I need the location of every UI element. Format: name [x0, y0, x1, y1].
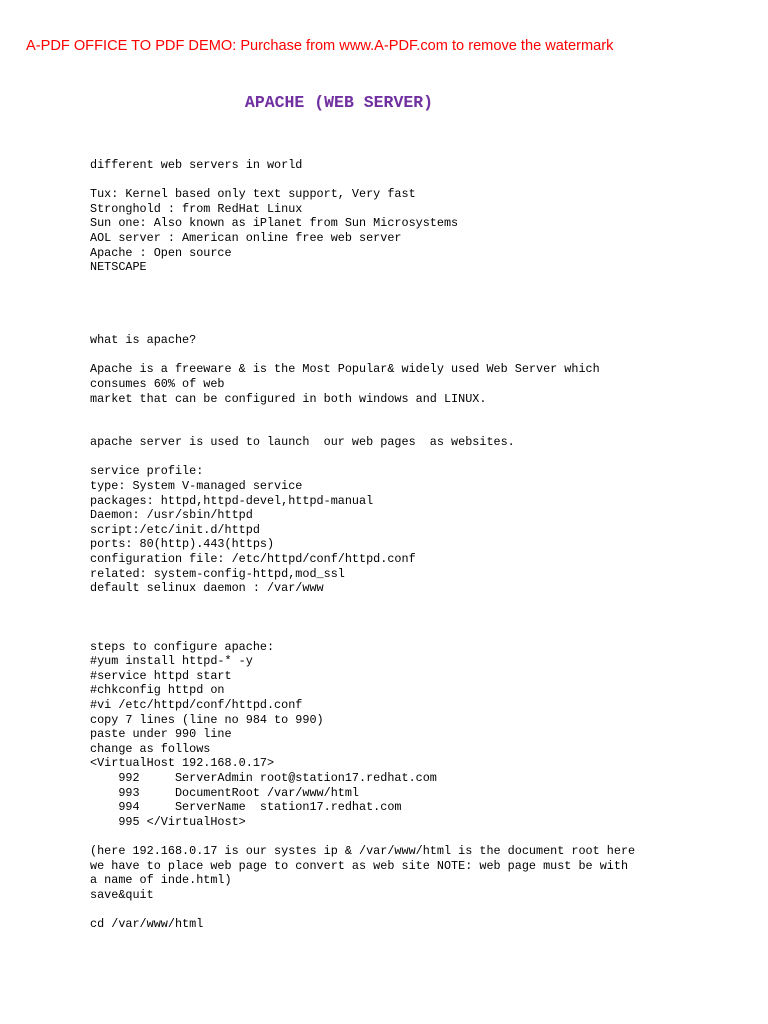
text-line: configuration file: /etc/httpd/conf/httpd.conf	[90, 552, 416, 567]
text-line	[90, 625, 750, 640]
text-line: default selinux daemon : /var/www	[90, 581, 324, 596]
text-line	[90, 596, 750, 611]
text-line	[90, 829, 750, 844]
text-line	[90, 406, 750, 421]
text-line: steps to configure apache:	[90, 639, 275, 654]
text-line: packages: httpd,httpd-devel,httpd-manual	[90, 493, 374, 508]
text-line: 992 ServerAdmin root@station17.redhat.com	[90, 770, 437, 785]
text-line: cd /var/www/html	[90, 916, 204, 931]
text-line: paste under 990 line	[90, 727, 232, 742]
text-line	[90, 304, 750, 319]
document-body	[90, 158, 750, 931]
text-line	[90, 289, 750, 304]
text-line	[90, 450, 750, 465]
text-line: apache server is used to launch our web pages as websites.	[90, 435, 515, 450]
text-line: we have to place web page to convert as web site NOTE: web page must be with	[90, 858, 629, 873]
text-line: 993 DocumentRoot /var/www/html	[90, 785, 360, 800]
text-line: #chkconfig httpd on	[90, 683, 225, 698]
text-line: #vi /etc/httpd/conf/httpd.conf	[90, 697, 303, 712]
text-line: consumes 60% of web	[90, 376, 225, 391]
text-line: save&quit	[90, 887, 154, 902]
demo-watermark: A-PDF OFFICE TO PDF DEMO: Purchase from www.A-PDF.com to remove the watermark	[26, 38, 614, 54]
text-line	[90, 275, 750, 290]
text-line: AOL server : American online free web server	[90, 230, 402, 245]
text-line: Stronghold : from RedHat Linux	[90, 201, 303, 216]
text-line: a name of inde.html)	[90, 873, 232, 888]
text-line: Daemon: /usr/sbin/httpd	[90, 508, 253, 523]
text-line: 994 ServerName station17.redhat.com	[90, 800, 402, 815]
text-line: market that can be configured in both windows and LINUX.	[90, 391, 487, 406]
text-line: Tux: Kernel based only text support, Very fast	[90, 187, 416, 202]
text-line: Sun one: Also known as iPlanet from Sun Microsystems	[90, 216, 459, 231]
text-line	[90, 173, 750, 188]
text-line: Apache : Open source	[90, 245, 232, 260]
text-line: ports: 80(http).443(https)	[90, 537, 275, 552]
text-line	[90, 421, 750, 436]
text-line: <VirtualHost 192.168.0.17>	[90, 756, 275, 771]
text-line: #yum install httpd-* -y	[90, 654, 253, 669]
text-line: NETSCAPE	[90, 260, 147, 275]
text-line: service profile:	[90, 464, 204, 479]
text-line: different web servers in world	[90, 158, 303, 172]
text-line: type: System V-managed service	[90, 479, 303, 494]
document-title: APACHE (WEB SERVER)	[244, 93, 434, 112]
text-line: (here 192.168.0.17 is our systes ip & /var/www/html is the document root here	[90, 843, 636, 858]
text-line: Apache is a freeware & is the Most Popular& widely used Web Server which	[90, 362, 600, 377]
text-line	[90, 348, 750, 363]
text-line: related: system-config-httpd,mod_ssl	[90, 566, 345, 581]
text-line: script:/etc/init.d/httpd	[90, 522, 260, 537]
text-line	[90, 319, 750, 334]
text-line	[90, 902, 750, 917]
text-line: copy 7 lines (line no 984 to 990)	[90, 712, 324, 727]
text-line: what is apache?	[90, 333, 197, 348]
text-line: 995 </VirtualHost>	[90, 814, 246, 829]
text-line: #service httpd start	[90, 668, 232, 683]
text-line: change as follows	[90, 741, 211, 756]
text-line	[90, 610, 750, 625]
